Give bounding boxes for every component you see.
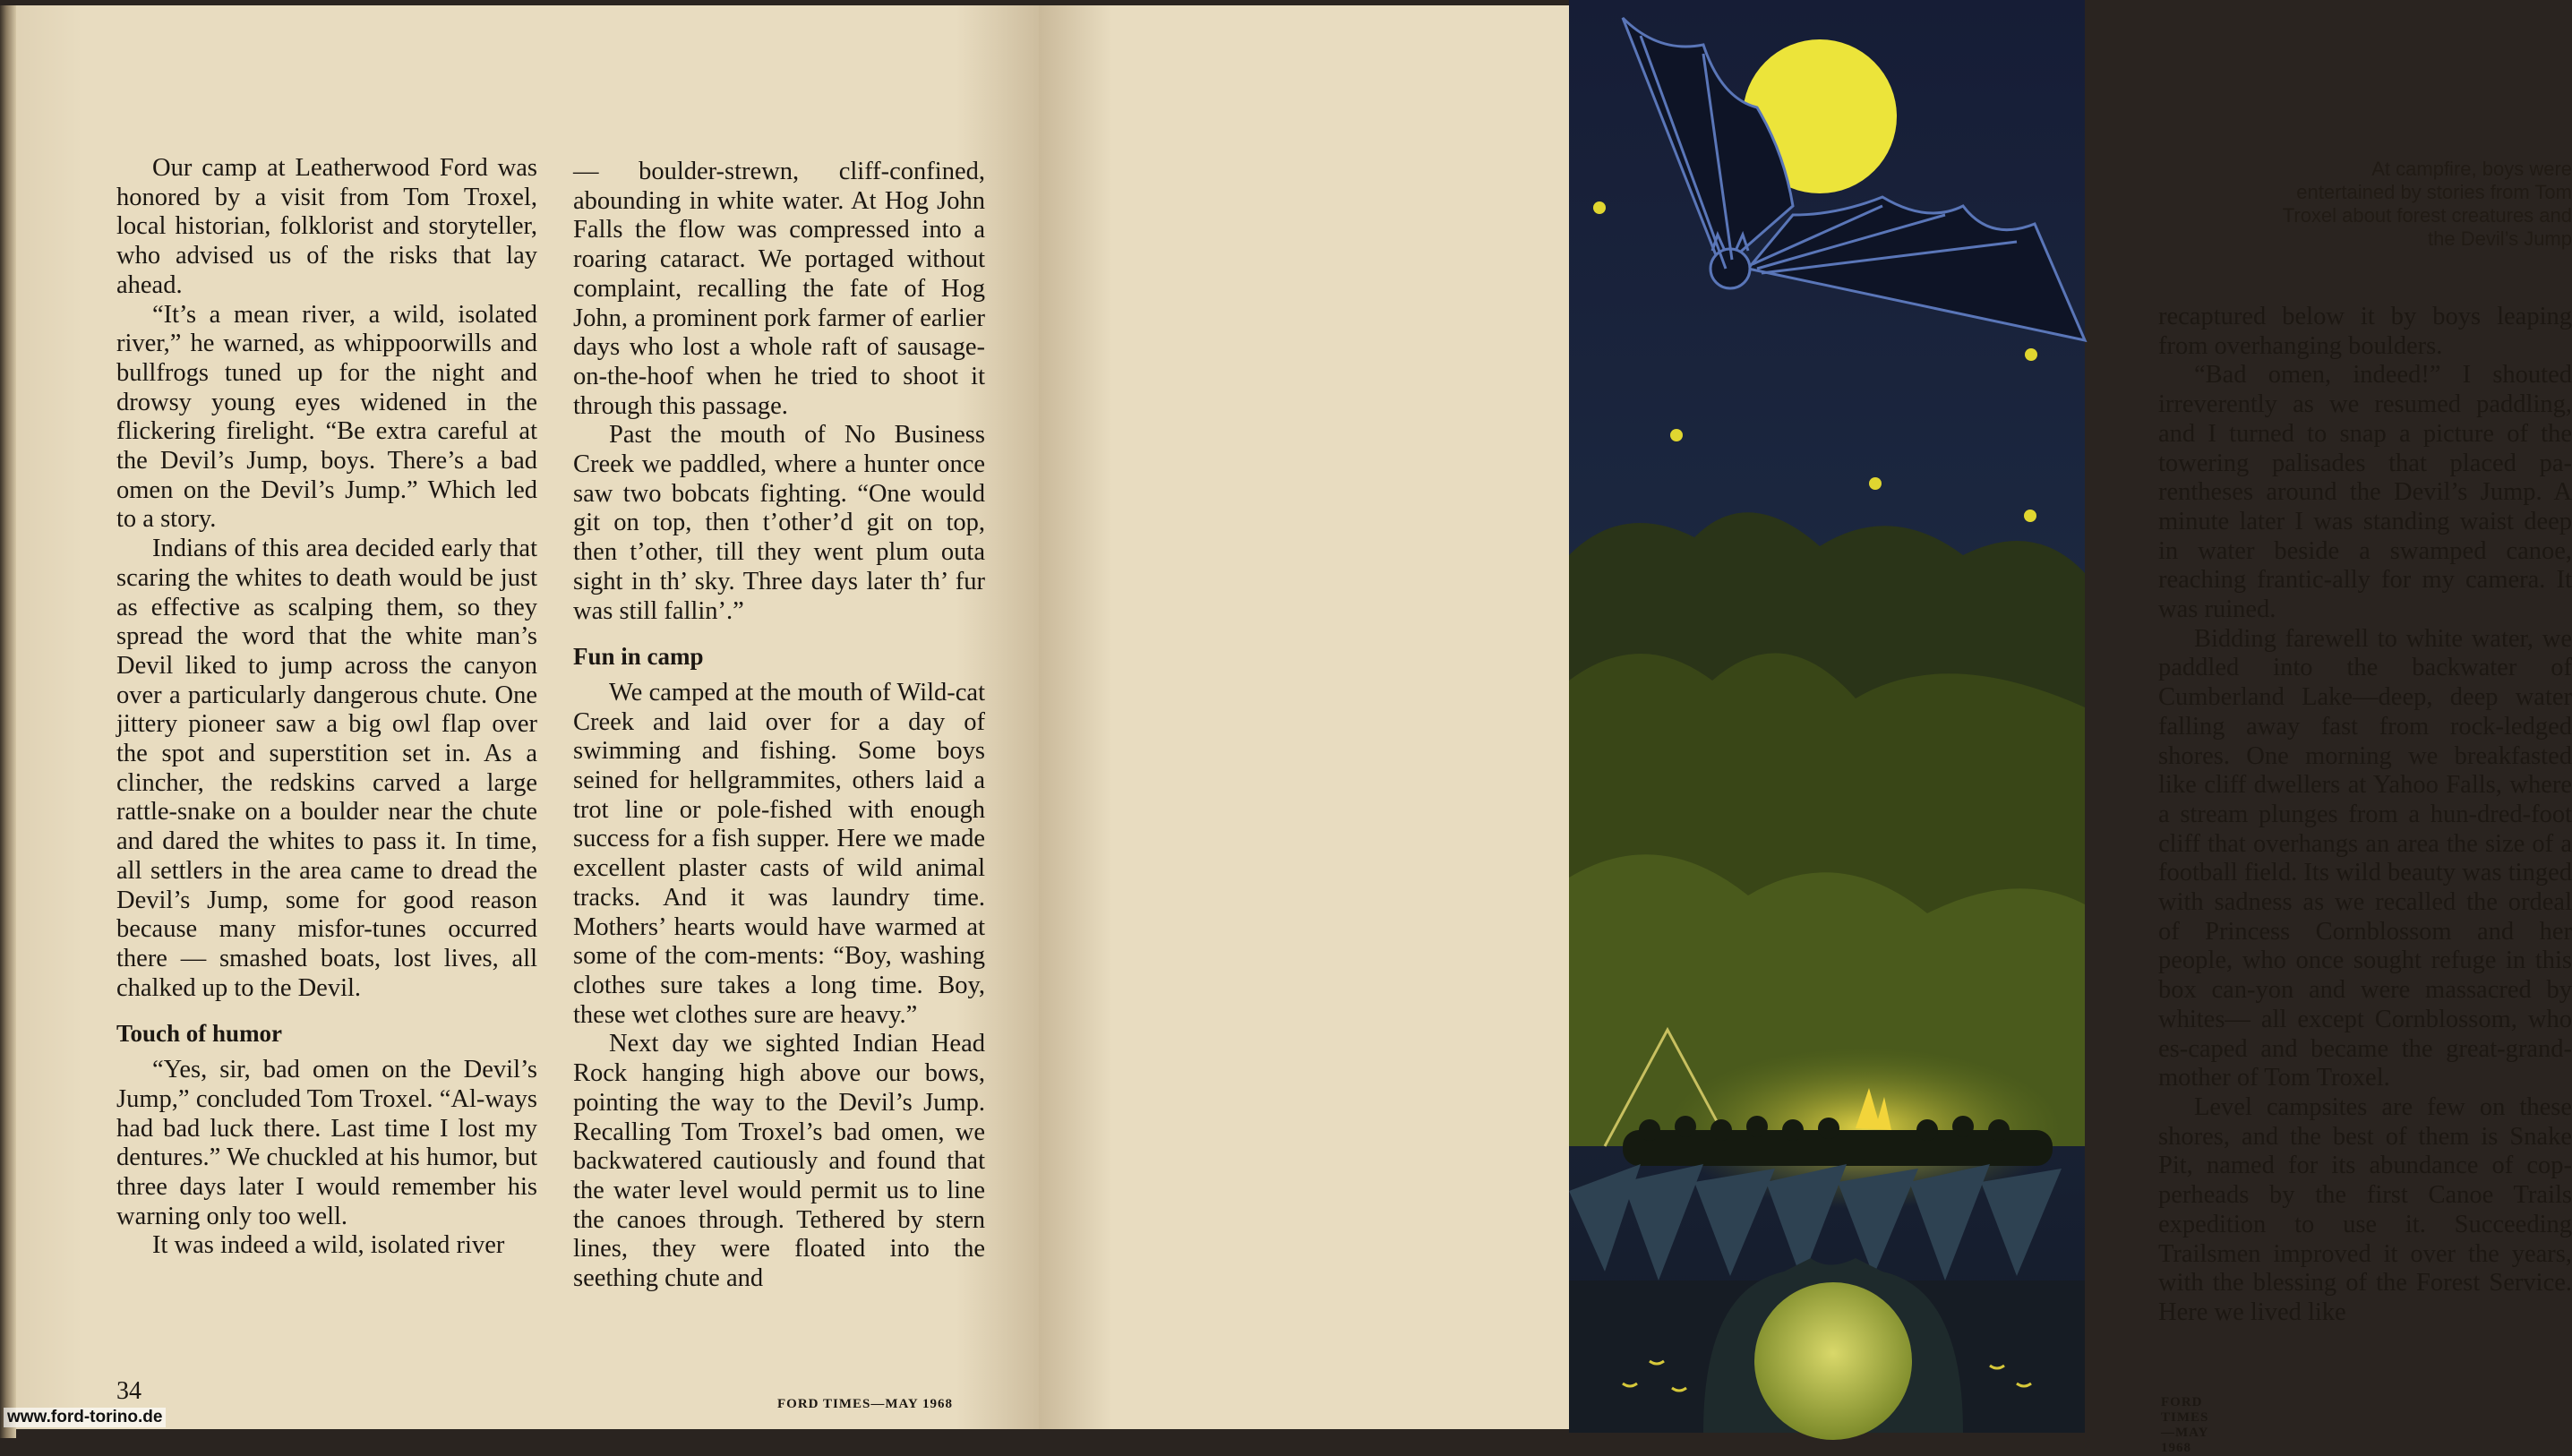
footer-left: FORD TIMES—MAY 1968 (777, 1397, 953, 1411)
paragraph: Past the mouth of No Business Creek we paddled, where a hunter once saw two bobcats fighting. “One would git on top, then t’other’d git on top, then t’other, till they went plum outa sight in th’ sky. Three days later th’ fur was still fallin’.” (573, 421, 985, 625)
paragraph: recaptured below it by boys leaping from overhanging boulders. (2158, 303, 2572, 360)
site-watermark: www.ford-torino.de (4, 1408, 166, 1427)
paragraph: We camped at the mouth of Wild-cat Creek and laid over for a day of swimming and fishing. Some boys seined for hellgrammites, others laid a trot line or pole-fished with enough success for a fish supper. Here we made excellent plaster casts of wild animal tracks. And it was laundry time. Mothers’ hearts would have warmed at some of the com-ments: “Boy, washing clothes sure takes a long time. Boy, these wet clothes sure are heavy.” (573, 678, 985, 1029)
paragraph: Our camp at Leatherwood Ford was honored by a visit from Tom Troxel, local historian, folklorist and storyteller, who advised us of the risks that lay ahead. (116, 154, 537, 299)
section-heading: Fun in camp (573, 643, 704, 671)
book-spine-edge (0, 5, 16, 1438)
paragraph: Bidding farewell to white water, we paddled into the backwater of Cumberland Lake—deep, deep water falling away fast from rock-ledged shores. One morning we breakfasted like cliff dwellers at Yahoo Falls, where a stream plunges from a hun-dred-foot cliff that overhangs an area the size of a football field. Its wild beauty was tinged with sadness as we recalled the ordeal of Princess Cornblossom and her people, who once sought refuge in this box can-yon and were massacred by whites— all except Cornblossom, who es-caped and became the great-grand-mother of Tom Troxel. (2158, 624, 2572, 1092)
campfire-illustration (1569, 0, 2085, 1433)
paragraph: “Yes, sir, bad omen on the Devil’s Jump,” concluded Tom Troxel. “Al-ways had bad luck there. Last time I lost my dentures.” We chuckled at his humor, but three days later I would remember his warning only too well. (116, 1056, 537, 1230)
paragraph: “Bad omen, indeed!” I shouted irreverently as we resumed paddling, and I turned to snap a picture of the towering palisades that placed pa-rentheses around the Devil’s Jump. A minute later I was standing waist deep in water beside a swamped canoe, reaching frantic-ally for my camera. It was ruined. (2158, 361, 2572, 624)
paragraph: Indians of this area decided early that scaring the whites to death would be just as effective as scalping them, so they spread the word that the white man’s Devil liked to jump across the canyon over a particularly dangerous chute. One jittery pioneer saw a big owl flap over the spot and superstition set in. As a clincher, the redskins carved a large rattle-snake on a boulder near the chute and dared the whites to pass it. In time, all settlers in the area came to dread the Devil’s Jump, some for good reason because many misfor-tunes occurred there — smashed boats, lost lives, all chalked up to the Devil. (116, 535, 537, 1002)
paragraph: “It’s a mean river, a wild, isolated river,” he warned, as whippoorwills and bullfrogs tuned up for the night and drowsy young eyes widened in the flickering firelight. “Be extra careful at the Devil’s Jump, boys. There’s a bad omen on the Devil’s Jump.” Which led to a story. (116, 300, 537, 534)
footer-right: FORD TIMES—MAY 1968 (2161, 1395, 2209, 1455)
paragraph: It was indeed a wild, isolated river (152, 1231, 505, 1260)
page-number: 34 (116, 1377, 141, 1405)
left-page (0, 5, 1040, 1429)
section-heading: Touch of humor (116, 1020, 283, 1048)
illustration-caption: At campfire, boys were entertained by stories from Tom Troxel about forest creatures and the Devil’s Jump (2282, 158, 2572, 250)
paragraph: — boulder-strewn, cliff-confined, abounding in white water. At Hog John Falls the flow was compressed into a roaring cataract. We portaged without complaint, recalling the fate of Hog John, a prominent pork farmer of earlier days who lost a whole raft of sausage-on-the-hoof when he tried to shoot it through this passage. (573, 158, 985, 420)
left-column-1 (116, 154, 537, 1261)
right-column (2158, 303, 2572, 1328)
paragraph: Next day we sighted Indian Head Rock hanging high above our bows, pointing the way to the Devil’s Jump. Recalling Tom Troxel’s bad omen, we backwatered cautiously and found that the water level would permit us to line the canoes through. Tethered by stern lines, they were floated into the seething chute and (573, 1030, 985, 1293)
left-column-2 (573, 158, 985, 1294)
paragraph: Level campsites are few on these shores, and the best of them is Snake Pit, named for its abundance of cop-perheads by the first Canoe Trails expedition to use it. Succeeding Trailsmen improved it over the years, with the blessing of the Forest Service. Here we lived like (2158, 1092, 2572, 1326)
